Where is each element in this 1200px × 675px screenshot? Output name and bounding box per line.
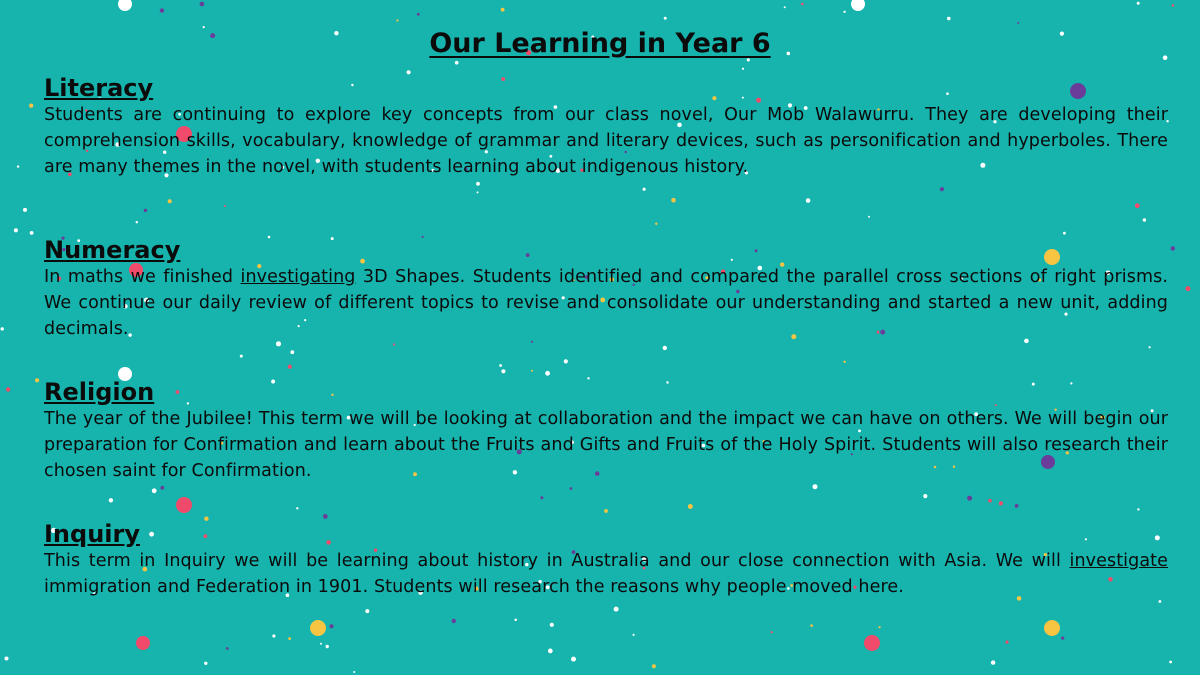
section-heading-religion: Religion: [44, 378, 155, 406]
confetti-dot: [499, 364, 502, 367]
confetti-dot: [288, 637, 291, 640]
confetti-dot: [1159, 600, 1162, 603]
confetti-dot: [604, 509, 608, 513]
confetti-dot: [771, 631, 773, 633]
inquiry-text-pre: This term in Inquiry we will be learning about history in Australia and our close connection with Asia. We will: [44, 551, 1070, 571]
confetti-dot: [663, 346, 667, 350]
confetti-dot: [810, 624, 813, 627]
numeracy-text-post: 3D Shapes. Students identified and compared the parallel cross sections of right prisms. We continue our daily review of different topics to revise and consolidate our understanding and started a new unit, adding decimals.: [44, 267, 1168, 339]
confetti-dot: [1063, 232, 1066, 235]
confetti-dot: [868, 216, 870, 218]
section-numeracy: [44, 236, 1168, 342]
confetti-dot: [35, 378, 39, 382]
section-heading-numeracy: Numeracy: [44, 236, 181, 264]
confetti-dot: [452, 619, 456, 623]
section-body-inquiry: [44, 548, 1168, 600]
confetti-dot: [168, 199, 172, 203]
confetti-dot: [570, 487, 573, 490]
confetti-dot: [272, 634, 275, 637]
confetti-dot: [17, 165, 19, 167]
confetti-dot: [643, 188, 646, 191]
inquiry-underlined-word: investigate: [1069, 551, 1168, 571]
confetti-dot: [1169, 661, 1172, 664]
confetti-dot: [160, 486, 164, 490]
confetti-dot: [1172, 4, 1174, 6]
confetti-dot: [320, 643, 322, 645]
inquiry-text-post: immigration and Federation in 1901. Students will research the reasons why people moved here.: [44, 577, 904, 597]
section-literacy: [44, 74, 1168, 180]
confetti-dot: [455, 61, 459, 65]
confetti-dot: [940, 187, 944, 191]
section-body-numeracy: [44, 264, 1168, 342]
confetti-dot: [1171, 246, 1175, 250]
confetti-dot: [614, 607, 619, 612]
section-inquiry: [44, 520, 1168, 600]
confetti-dot: [200, 2, 205, 7]
confetti-dot: [1137, 2, 1140, 5]
confetti-dot: [671, 198, 676, 203]
confetti-dot: [393, 343, 395, 345]
confetti-dot: [664, 17, 667, 20]
confetti-dot: [296, 507, 298, 509]
section-body-religion: The year of the Jubilee! This term we will be looking at collaboration and the impact we can have on others. We will begin our preparation for Confirmation and learn about the Fruits and Gifts and Fruits of the Holy Spirit. Students will also research their chosen saint for Confirmation.: [44, 409, 1168, 481]
confetti-dot: [477, 191, 479, 193]
confetti-dot: [144, 209, 147, 212]
confetti-dot: [29, 104, 33, 108]
confetti-dot: [501, 369, 505, 373]
confetti-dot: [118, 0, 132, 11]
confetti-dot: [5, 657, 9, 661]
confetti-dot: [688, 504, 693, 509]
confetti-dot: [1005, 641, 1008, 644]
confetti-dot: [152, 488, 157, 493]
confetti-dot: [396, 19, 398, 21]
confetti-dot: [967, 496, 972, 501]
confetti-dot: [1149, 346, 1151, 348]
confetti-dot: [136, 221, 138, 223]
confetti-dot: [365, 609, 369, 613]
confetti-dot: [806, 198, 811, 203]
section-body-literacy: Students are continuing to explore key concepts from our class novel, Our Mob Walawurru. They are developing their comprehension skills, vocabulary, knowledge of grammar and literary devices, such as personification and hyperboles. There are many themes in the novel, with students learning about indigenous history.: [44, 105, 1168, 177]
confetti-dot: [417, 13, 420, 16]
confetti-dot: [991, 660, 995, 664]
confetti-dot: [330, 624, 334, 628]
confetti-dot: [353, 671, 355, 673]
confetti-dot: [843, 11, 845, 13]
confetti-dot: [801, 3, 804, 6]
section-heading-literacy: Literacy: [44, 74, 154, 102]
confetti-dot: [784, 6, 786, 8]
confetti-dot: [655, 223, 657, 225]
confetti-dot: [501, 8, 505, 12]
confetti-dot: [23, 208, 27, 212]
confetti-dot: [548, 649, 553, 654]
confetti-dot: [1044, 620, 1060, 636]
confetti-dot: [109, 498, 113, 502]
confetti-dot: [813, 484, 818, 489]
confetti-dot: [136, 636, 150, 650]
numeracy-underlined-word: investigating: [240, 267, 356, 287]
confetti-dot: [564, 359, 568, 363]
numeracy-text-pre: In maths we finished: [44, 267, 241, 287]
confetti-dot: [742, 68, 744, 70]
confetti-dot: [514, 619, 517, 622]
section-heading-inquiry: Inquiry: [44, 520, 140, 548]
confetti-dot: [176, 497, 192, 513]
confetti-dot: [540, 496, 543, 499]
confetti-dot: [851, 0, 865, 11]
confetti-dot: [476, 182, 480, 186]
confetti-dot: [288, 365, 292, 369]
confetti-dot: [310, 620, 326, 636]
confetti-dot: [326, 645, 329, 648]
confetti-dot: [550, 623, 554, 627]
confetti-dot: [160, 8, 164, 12]
confetti-dot: [999, 501, 1003, 505]
confetti-dot: [1135, 203, 1140, 208]
confetti-dot: [947, 17, 951, 21]
confetti-dot: [988, 499, 992, 503]
confetti-dot: [1185, 286, 1190, 291]
confetti-dot: [923, 494, 927, 498]
confetti-dot: [290, 350, 294, 354]
confetti-dot: [14, 228, 18, 232]
confetti-dot: [323, 514, 328, 519]
confetti-dot: [224, 205, 226, 207]
confetti-dot: [204, 662, 207, 665]
confetti-dot: [864, 635, 880, 651]
confetti-dot: [531, 370, 533, 372]
confetti-dot: [1, 327, 4, 330]
confetti-dot: [843, 361, 845, 363]
confetti-dot: [545, 371, 550, 376]
page-title: Our Learning in Year 6: [429, 28, 771, 59]
confetti-dot: [571, 657, 576, 662]
confetti-dot: [652, 664, 656, 668]
confetti-dot: [1061, 637, 1064, 640]
section-religion: [44, 378, 1168, 484]
confetti-dot: [1015, 504, 1019, 508]
confetti-dot: [1137, 508, 1139, 510]
confetti-dot: [6, 387, 10, 391]
confetti-dot: [30, 231, 34, 235]
confetti-dot: [1017, 22, 1019, 24]
confetti-dot: [1143, 218, 1146, 221]
confetti-dot: [633, 634, 635, 636]
confetti-dot: [879, 626, 881, 628]
confetti-dot: [240, 355, 243, 358]
confetti-dot: [226, 647, 229, 650]
